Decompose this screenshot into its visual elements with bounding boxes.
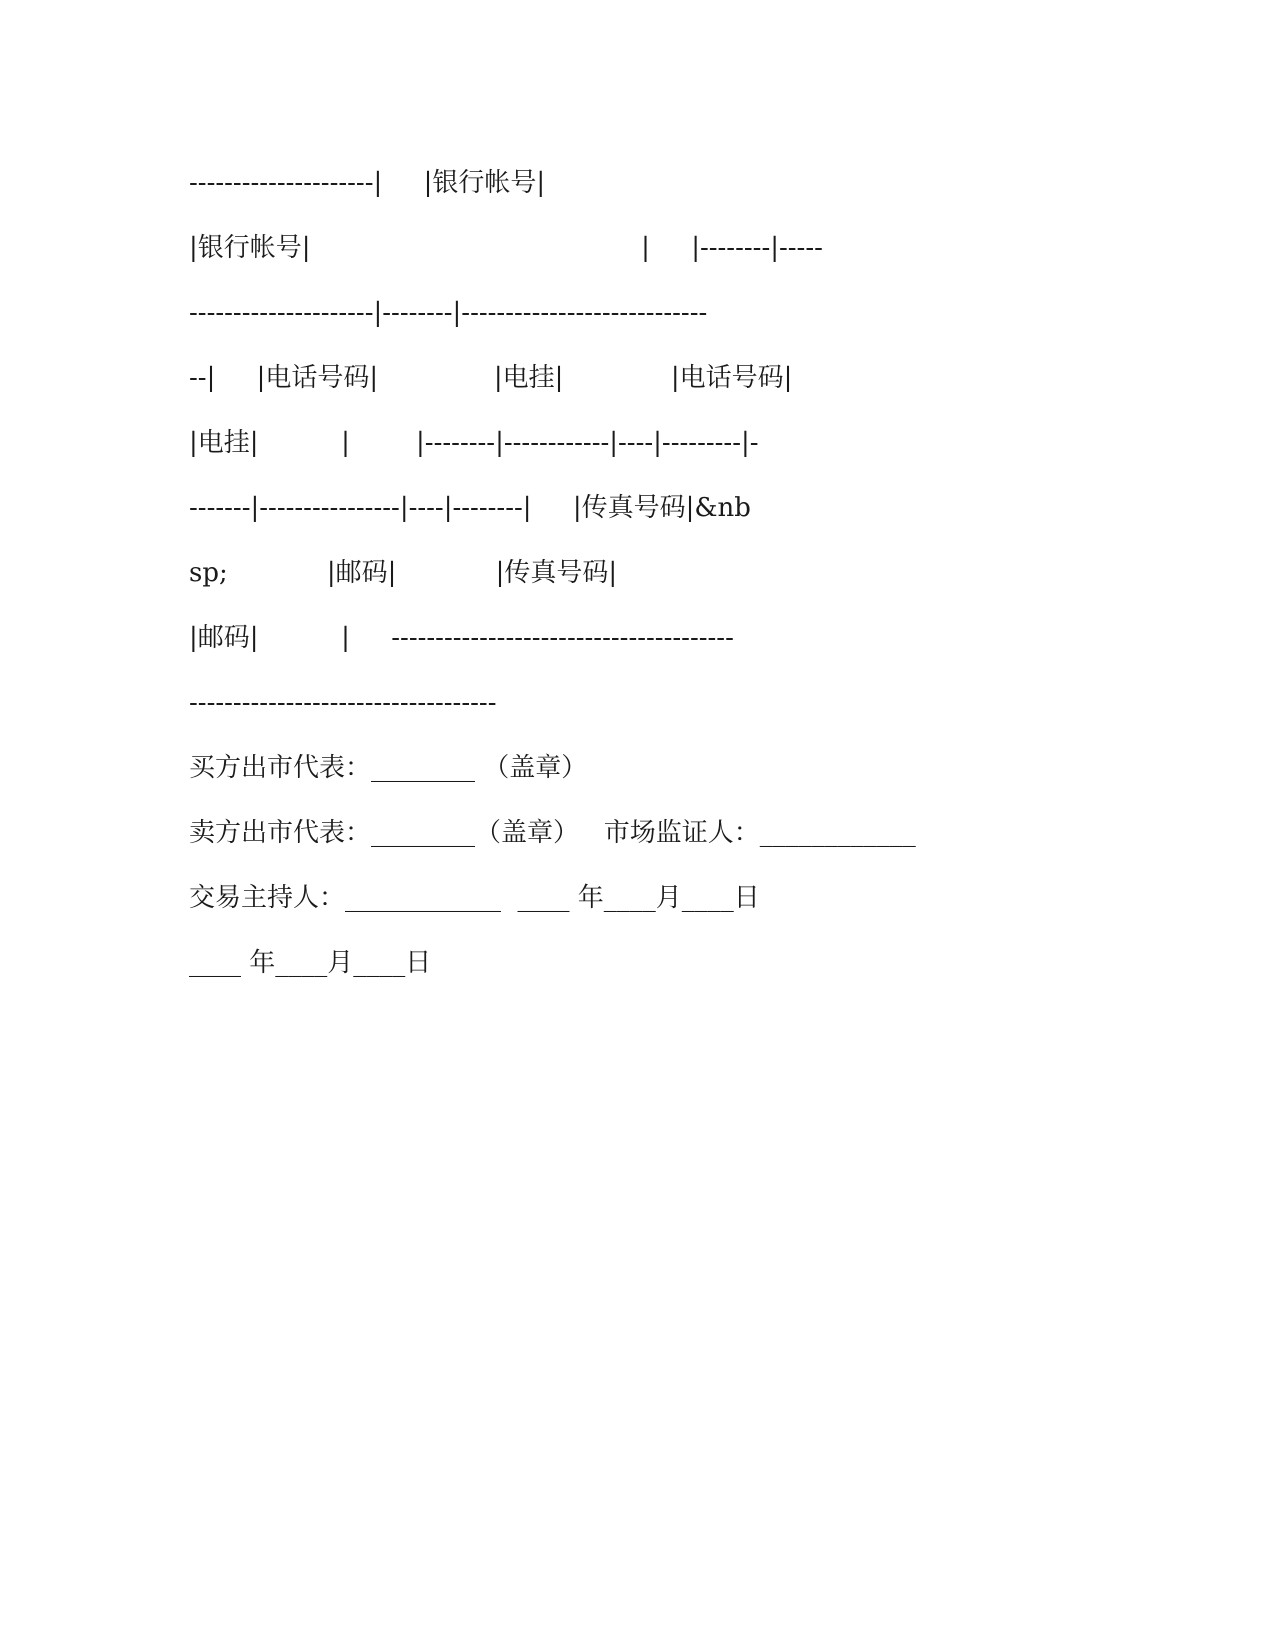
date-line: ____ 年____月____日 — [189, 948, 432, 978]
postcode-fax-row: sp; |邮码| |传真号码| — [189, 558, 618, 588]
telegram-row: |电挂| | |--------|------------|----|---------|- — [189, 428, 759, 458]
buyer-representative-line: 买方出市代表：________ （盖章） — [189, 753, 588, 783]
host-signature-line: 交易主持人：____________ ____ 年____月____日 — [189, 883, 760, 913]
phone-telegram-row: --| |电话号码| |电挂| |电话号码| — [189, 363, 793, 393]
postcode-row: |邮码| | --------------------------------------- — [189, 623, 734, 653]
table-border-line: ----------------------------------- — [189, 688, 497, 718]
seller-representative-line: 卖方出市代表：________（盖章） 市场监证人：____________ — [189, 818, 916, 848]
table-border-line: ---------------------| |银行帐号| — [189, 168, 546, 198]
fax-row: -------|----------------|----|--------| |传真号码|&nb — [189, 493, 751, 523]
bank-account-row: |银行帐号| | |--------|----- — [189, 233, 823, 263]
table-border-line: ---------------------|--------|---------------------------- — [189, 298, 708, 328]
